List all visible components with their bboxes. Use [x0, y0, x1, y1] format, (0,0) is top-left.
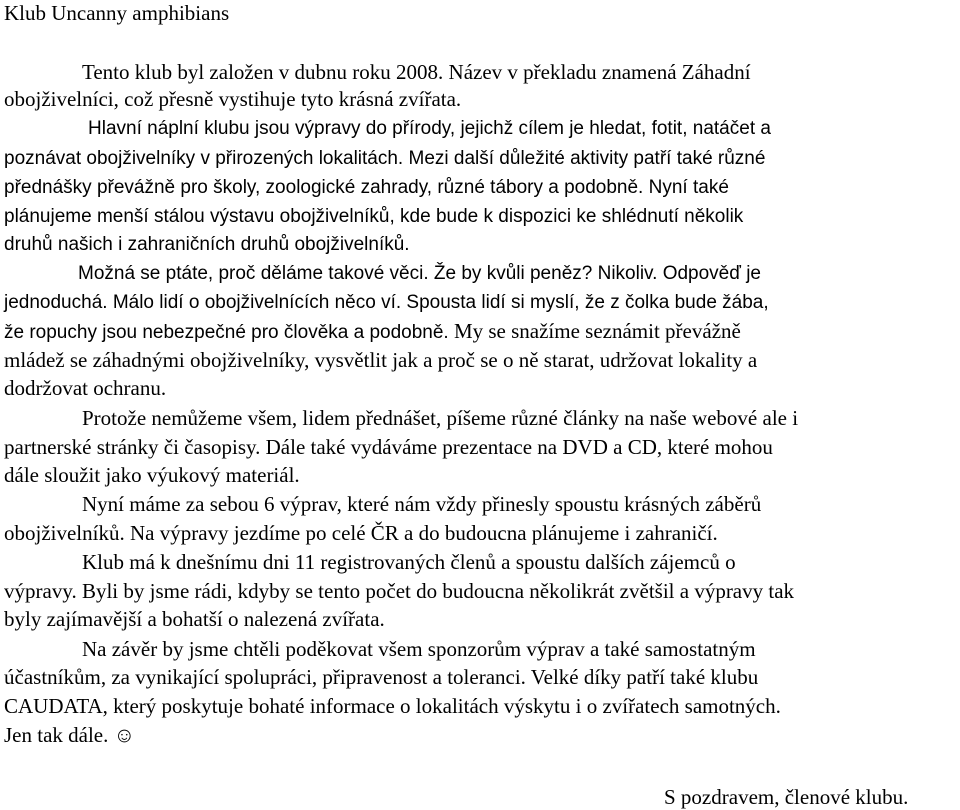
text-line: obojživelníků. Na výpravy jezdíme po celé ČR a do budoucna plánujeme i zahraničí.	[4, 521, 718, 545]
text-line: Tento klub byl založen v dubnu roku 2008. Název v překladu znamená Záhadní	[82, 60, 751, 84]
text-line: Nyní máme za sebou 6 výprav, které nám vždy přinesly spoustu krásných záběrů	[82, 492, 762, 516]
text-line: CAUDATA, který poskytuje bohaté informace o lokalitách výskytu i o zvířatech samotných.	[4, 694, 781, 718]
text-line: výpravy. Byli by jsme rádi, kdyby se tento počet do budoucna několikrát zvětšil a výpravy tak	[4, 579, 795, 603]
text-segment: poznávat obojživelníky v přirozených lokalitách.	[4, 148, 404, 169]
document-title: Klub Uncanny amphibians	[4, 1, 230, 25]
text-line: byly zajímavější a bohatší o nalezená zvířata.	[4, 607, 385, 631]
text-line: mládež se záhadnými obojživelníky, vysvětlit jak a proč se o ně starat, udržovat lokality a	[4, 348, 758, 372]
text-line: dále sloužit jako výukový materiál.	[4, 463, 300, 487]
text-line: Protože nemůžeme všem, lidem přednášet, píšeme různé články na naše webové ale i	[82, 406, 799, 430]
text-line: dodržovat ochranu.	[4, 376, 167, 400]
text-segment: Nyní také	[648, 177, 729, 198]
text-line: partnerské stránky či časopisy. Dále také vydáváme prezentace na DVD a CD, které mohou	[4, 435, 773, 459]
text-segment: že ropuchy jsou nebezpečné pro člověka a podobně.	[4, 322, 449, 343]
text-line	[4, 175, 729, 201]
text-line: Hlavní náplní klubu jsou výpravy do přírody, jejichž cílem je hledat, fotit, natáčet a	[88, 118, 771, 139]
text-line: jednoduchá. Málo lidí o obojživelnících něco ví. Spousta lidí si myslí, že z čolka bude žába,	[4, 292, 769, 313]
text-line: druhů našich i zahraničních druhů obojživelníků.	[4, 234, 410, 255]
text-segment: přednášky převážně pro školy, zoologické zahrady, různé tábory a podobně.	[4, 177, 644, 198]
text-line: Jen tak dále. ☺	[4, 723, 136, 747]
text-line: Klub má k dnešnímu dni 11 registrovaných členů a spoustu dalších zájemců o	[82, 550, 736, 574]
text-segment: Mezi další důležité aktivity patří také různé	[408, 148, 766, 169]
text-line	[4, 318, 741, 346]
text-line: Možná se ptáte, proč děláme takové věci. Že by kvůli peněz? Nikoliv. Odpověď je	[78, 263, 761, 284]
signature: S pozdravem, členové klubu.	[664, 785, 909, 809]
text-line: účastníkům, za vynikající spolupráci, připravenost a toleranci. Velké díky patří také klubu	[4, 665, 759, 689]
text-line: obojživelníci, což přesně vystihuje tyto krásná zvířata.	[4, 87, 462, 111]
text-line: plánujeme menší stálou výstavu obojživelníků, kde bude k dispozici ke shlédnutí několik	[4, 206, 744, 227]
text-segment: My se snažíme seznámit převážně	[453, 319, 741, 343]
text-line	[4, 146, 765, 172]
text-line: Na závěr by jsme chtěli poděkovat všem sponzorům výprav a také samostatným	[82, 637, 756, 661]
